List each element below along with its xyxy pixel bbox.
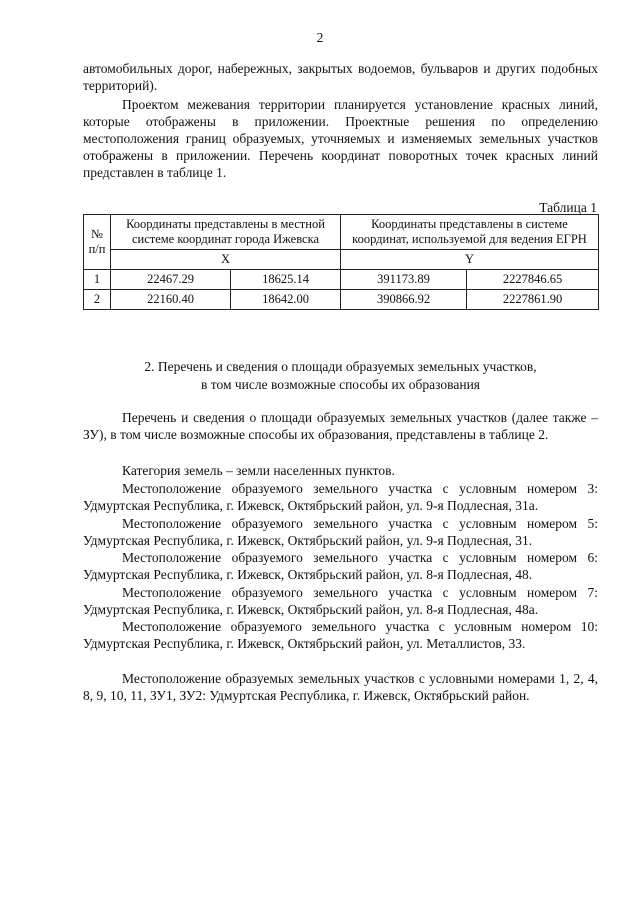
table-row [84,290,599,310]
cell-local-x: 22467.29 [111,270,231,290]
intro-continuation: автомобильных дорог, набережных, закрытых водоемов, бульваров и других подобных территорий). [83,61,598,93]
table-row [84,270,599,290]
section-2-paragraph-3: Местоположение образуемого земельного участка с условным номером 3: Удмуртская Республика, г. Ижевск, Октябрьский район, ул. 9-я Подлесная, 31а. [83,481,598,513]
cell-number: 1 [84,270,111,290]
table-1-label: Таблица 1 [539,200,597,215]
section-2-paragraph-8: Местоположение образуемых земельных участков с условными номерами 1, 2, 4, 8, 9, 10, 11, ЗУ1, ЗУ2: Удмуртская Республика, г. Ижевск, Октябрьский район. [83,671,598,703]
section-2-paragraph-2: Категория земель – земли населенных пунктов. [122,463,395,478]
section-2-title-line-1: 2. Перечень и сведения о площади образуемых земельных участков, [144,359,537,374]
cell-egrn-x: 390866.92 [341,290,467,310]
cell-local-x: 22160.40 [111,290,231,310]
header-axis-x: X [111,250,341,270]
coordinates-table [83,214,599,310]
section-2-title [83,358,598,394]
section-2-paragraph-6: Местоположение образуемого земельного участка с условным номером 7: Удмуртская Республика, г. Ижевск, Октябрьский район, ул. 8-я Подлесная, 48а. [83,585,598,617]
header-axis-y: Y [341,250,599,270]
section-2-title-line-2: в том числе возможные способы их образования [200,377,481,392]
table-header-row [84,215,599,250]
cell-number: 2 [84,290,111,310]
cell-egrn-y: 2227846.65 [467,270,599,290]
page-number: 2 [316,30,324,45]
section-2-paragraph-4: Местоположение образуемого земельного участка с условным номером 5: Удмуртская Республика, г. Ижевск, Октябрьский район, ул. 9-я Подлесная, 31. [83,516,598,548]
cell-egrn-x: 391173.89 [341,270,467,290]
cell-egrn-y: 2227861.90 [467,290,599,310]
header-local-system: Координаты представлены в местной системе координат города Ижевска [111,215,341,250]
section-2-paragraph-1: Перечень и сведения о площади образуемых земельных участков (далее также – ЗУ), в том числе возможные способы их образования, представлены в таблице 2. [83,410,598,442]
section-2-paragraph-5: Местоположение образуемого земельного участка с условным номером 6: Удмуртская Республика, г. Ижевск, Октябрьский район, ул. 8-я Подлесная, 48. [83,550,598,582]
intro-paragraph: Проектом межевания территории планируется установление красных линий, которые отображены в приложении. Проектные решения по определению местоположения границ образуемых, уточняемых и изменяемых земельных участков отображены в приложении. Перечень координат поворотных точек красных линий представлен в таблице 1. [83,97,598,180]
cell-local-y: 18625.14 [231,270,341,290]
cell-local-y: 18642.00 [231,290,341,310]
header-number: № п/п [84,215,111,270]
table-axis-row [84,250,599,270]
header-egrn-system: Координаты представлены в системе координат, используемой для ведения ЕГРН [341,215,599,250]
section-2-paragraph-7: Местоположение образуемого земельного участка с условным номером 10: Удмуртская Республика, г. Ижевск, Октябрьский район, ул. Металлистов, 33. [83,619,598,651]
